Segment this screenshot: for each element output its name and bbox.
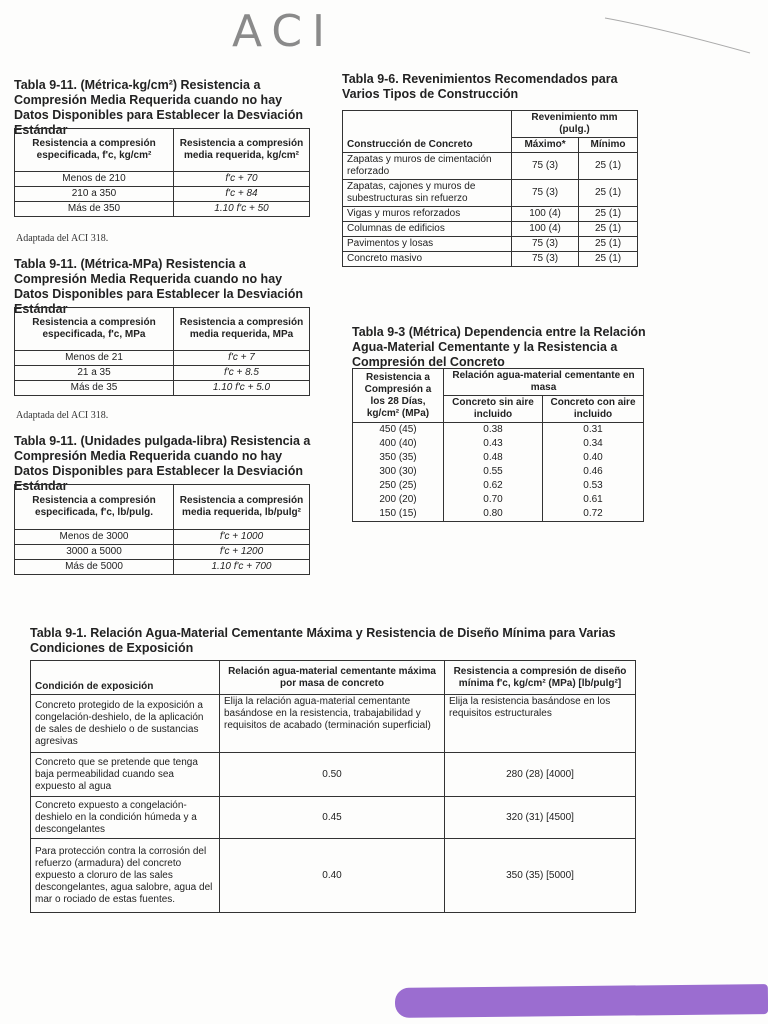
- table-row: 210 a 350 f'c + 84: [15, 187, 310, 202]
- table-header: Resistencia a Compresión a los 28 Días, kg/cm² (MPa): [353, 369, 444, 423]
- table-911-lb: [14, 484, 310, 575]
- table-header: Resistencia a compresión especificada, f'c, lb/pulg.: [15, 485, 174, 530]
- table-96-title: Tabla 9-6. Revenimientos Recomendados para Varios Tipos de Construcción: [342, 72, 618, 101]
- table-row: Más de 5000 1.10 f'c + 700: [15, 560, 310, 575]
- table-row: Pavimentos y losas 75 (3) 25 (1): [343, 237, 638, 252]
- table-row: Concreto masivo 75 (3) 25 (1): [343, 252, 638, 267]
- table-header: Resistencia a compresión especificada, f'c, kg/cm²: [15, 129, 174, 172]
- table-header: Resistencia a compresión especificada, f'c, MPa: [15, 308, 174, 351]
- table-row: Columnas de edificios 100 (4) 25 (1): [343, 222, 638, 237]
- table-row: 200 (20) 0.70 0.61: [353, 493, 644, 507]
- table-row: Más de 35 1.10 f'c + 5.0: [15, 381, 310, 396]
- table-group-header: Relación agua-material cementante en masa: [444, 369, 644, 396]
- table-row: 400 (40) 0.43 0.34: [353, 437, 644, 451]
- table-row: Menos de 21 f'c + 7: [15, 351, 310, 366]
- table-91-title: Tabla 9-1. Relación Agua-Material Cementante Máxima y Resistencia de Diseño Mínima para Varias Condiciones de Exposición: [30, 626, 616, 655]
- table-911-lb-title: Tabla 9-11. (Unidades pulgada-libra) Resistencia a Compresión Media Requerida cuando no hay Datos Disponibles para Establecer la Desviación Estándar: [14, 434, 311, 493]
- table-96: [342, 110, 638, 267]
- table-header: Máximo*: [512, 138, 579, 153]
- table-row: 21 a 35 f'c + 8.5: [15, 366, 310, 381]
- table-row: Vigas y muros reforzados 100 (4) 25 (1): [343, 207, 638, 222]
- table-header: Mínimo: [579, 138, 638, 153]
- table-row: Zapatas, cajones y muros de subestructuras sin refuerzo 75 (3) 25 (1): [343, 180, 638, 207]
- table-header: Relación agua-material cementante máxima por masa de concreto: [220, 661, 445, 695]
- table-row: 300 (30) 0.55 0.46: [353, 465, 644, 479]
- table-row: Para protección contra la corrosión del refuerzo (armadura) del concreto expuesto a cloruro de las sales descongelantes, agua salobre, agua del mar o rociado de estas fuentes. 0.40 350 (35) [5000]: [31, 839, 636, 913]
- table-header: Concreto sin aire incluido: [444, 396, 543, 423]
- table-row: Concreto expuesto a congelación-deshielo en la condición húmeda y a descongelantes 0.45 320 (31) [4500]: [31, 797, 636, 839]
- table-row: Menos de 3000 f'c + 1000: [15, 530, 310, 545]
- table-row: Menos de 210 f'c + 70: [15, 172, 310, 187]
- table-row: Zapatas y muros de cimentación reforzado 75 (3) 25 (1): [343, 153, 638, 180]
- table-row: Más de 350 1.10 f'c + 50: [15, 202, 310, 217]
- handwritten-aci: ACI: [232, 6, 336, 57]
- table-row: 250 (25) 0.62 0.53: [353, 479, 644, 493]
- highlighter-mark: [395, 984, 768, 1018]
- table-header: Concreto con aire incluido: [543, 396, 644, 423]
- pen-scribble: [600, 8, 760, 58]
- table-row: Concreto que se pretende que tenga baja permeabilidad cuando sea expuesto al agua 0.50 280 (28) [4000]: [31, 753, 636, 797]
- table-93-title: Tabla 9-3 (Métrica) Dependencia entre la Relación Agua-Material Cementante y la Resistencia a Compresión del Concreto: [352, 325, 646, 369]
- table-911-mpa-note: Adaptada del ACI 318.: [16, 410, 109, 421]
- table-group-header: Revenimiento mm (pulg.): [512, 111, 638, 138]
- table-row: 350 (35) 0.48 0.40: [353, 451, 644, 465]
- table-row: Concreto protegido de la exposición a congelación-deshielo, de la aplicación de sales de deshielo o de sustancias agresivas Elija la relación agua-material cementante basándose en la resistencia, trabajabilidad y requisitos de acabado (terminación superficial) Elija la resistencia basándose en los requisitos estructurales: [31, 695, 636, 753]
- table-91: [30, 660, 636, 913]
- table-header: Resistencia a compresión media requerida, lb/pulg²: [174, 485, 310, 530]
- table-row: 450 (45) 0.38 0.31: [353, 423, 644, 438]
- table-header: Resistencia a compresión de diseño mínima f'c, kg/cm² (MPa) [lb/pulg²]: [445, 661, 636, 695]
- table-row: 3000 a 5000 f'c + 1200: [15, 545, 310, 560]
- table-header: Condición de exposición: [31, 661, 220, 695]
- table-93: [352, 368, 644, 522]
- table-911-mpa: [14, 307, 310, 396]
- table-header: Resistencia a compresión media requerida, kg/cm²: [174, 129, 310, 172]
- table-row: 150 (15) 0.80 0.72: [353, 507, 644, 522]
- table-911-kg-note: Adaptada del ACI 318.: [16, 233, 109, 244]
- table-911-kg-title: Tabla 9-11. (Métrica-kg/cm²) Resistencia a Compresión Media Requerida cuando no hay Datos Disponibles para Establecer la Desviación Estándar: [14, 78, 304, 137]
- table-911-mpa-title: Tabla 9-11. (Métrica-MPa) Resistencia a Compresión Media Requerida cuando no hay Datos Disponibles para Establecer la Desviación Estándar: [14, 257, 304, 316]
- table-header: Construcción de Concreto: [343, 111, 512, 153]
- table-header: Resistencia a compresión media requerida, MPa: [174, 308, 310, 351]
- table-911-kg: [14, 128, 310, 217]
